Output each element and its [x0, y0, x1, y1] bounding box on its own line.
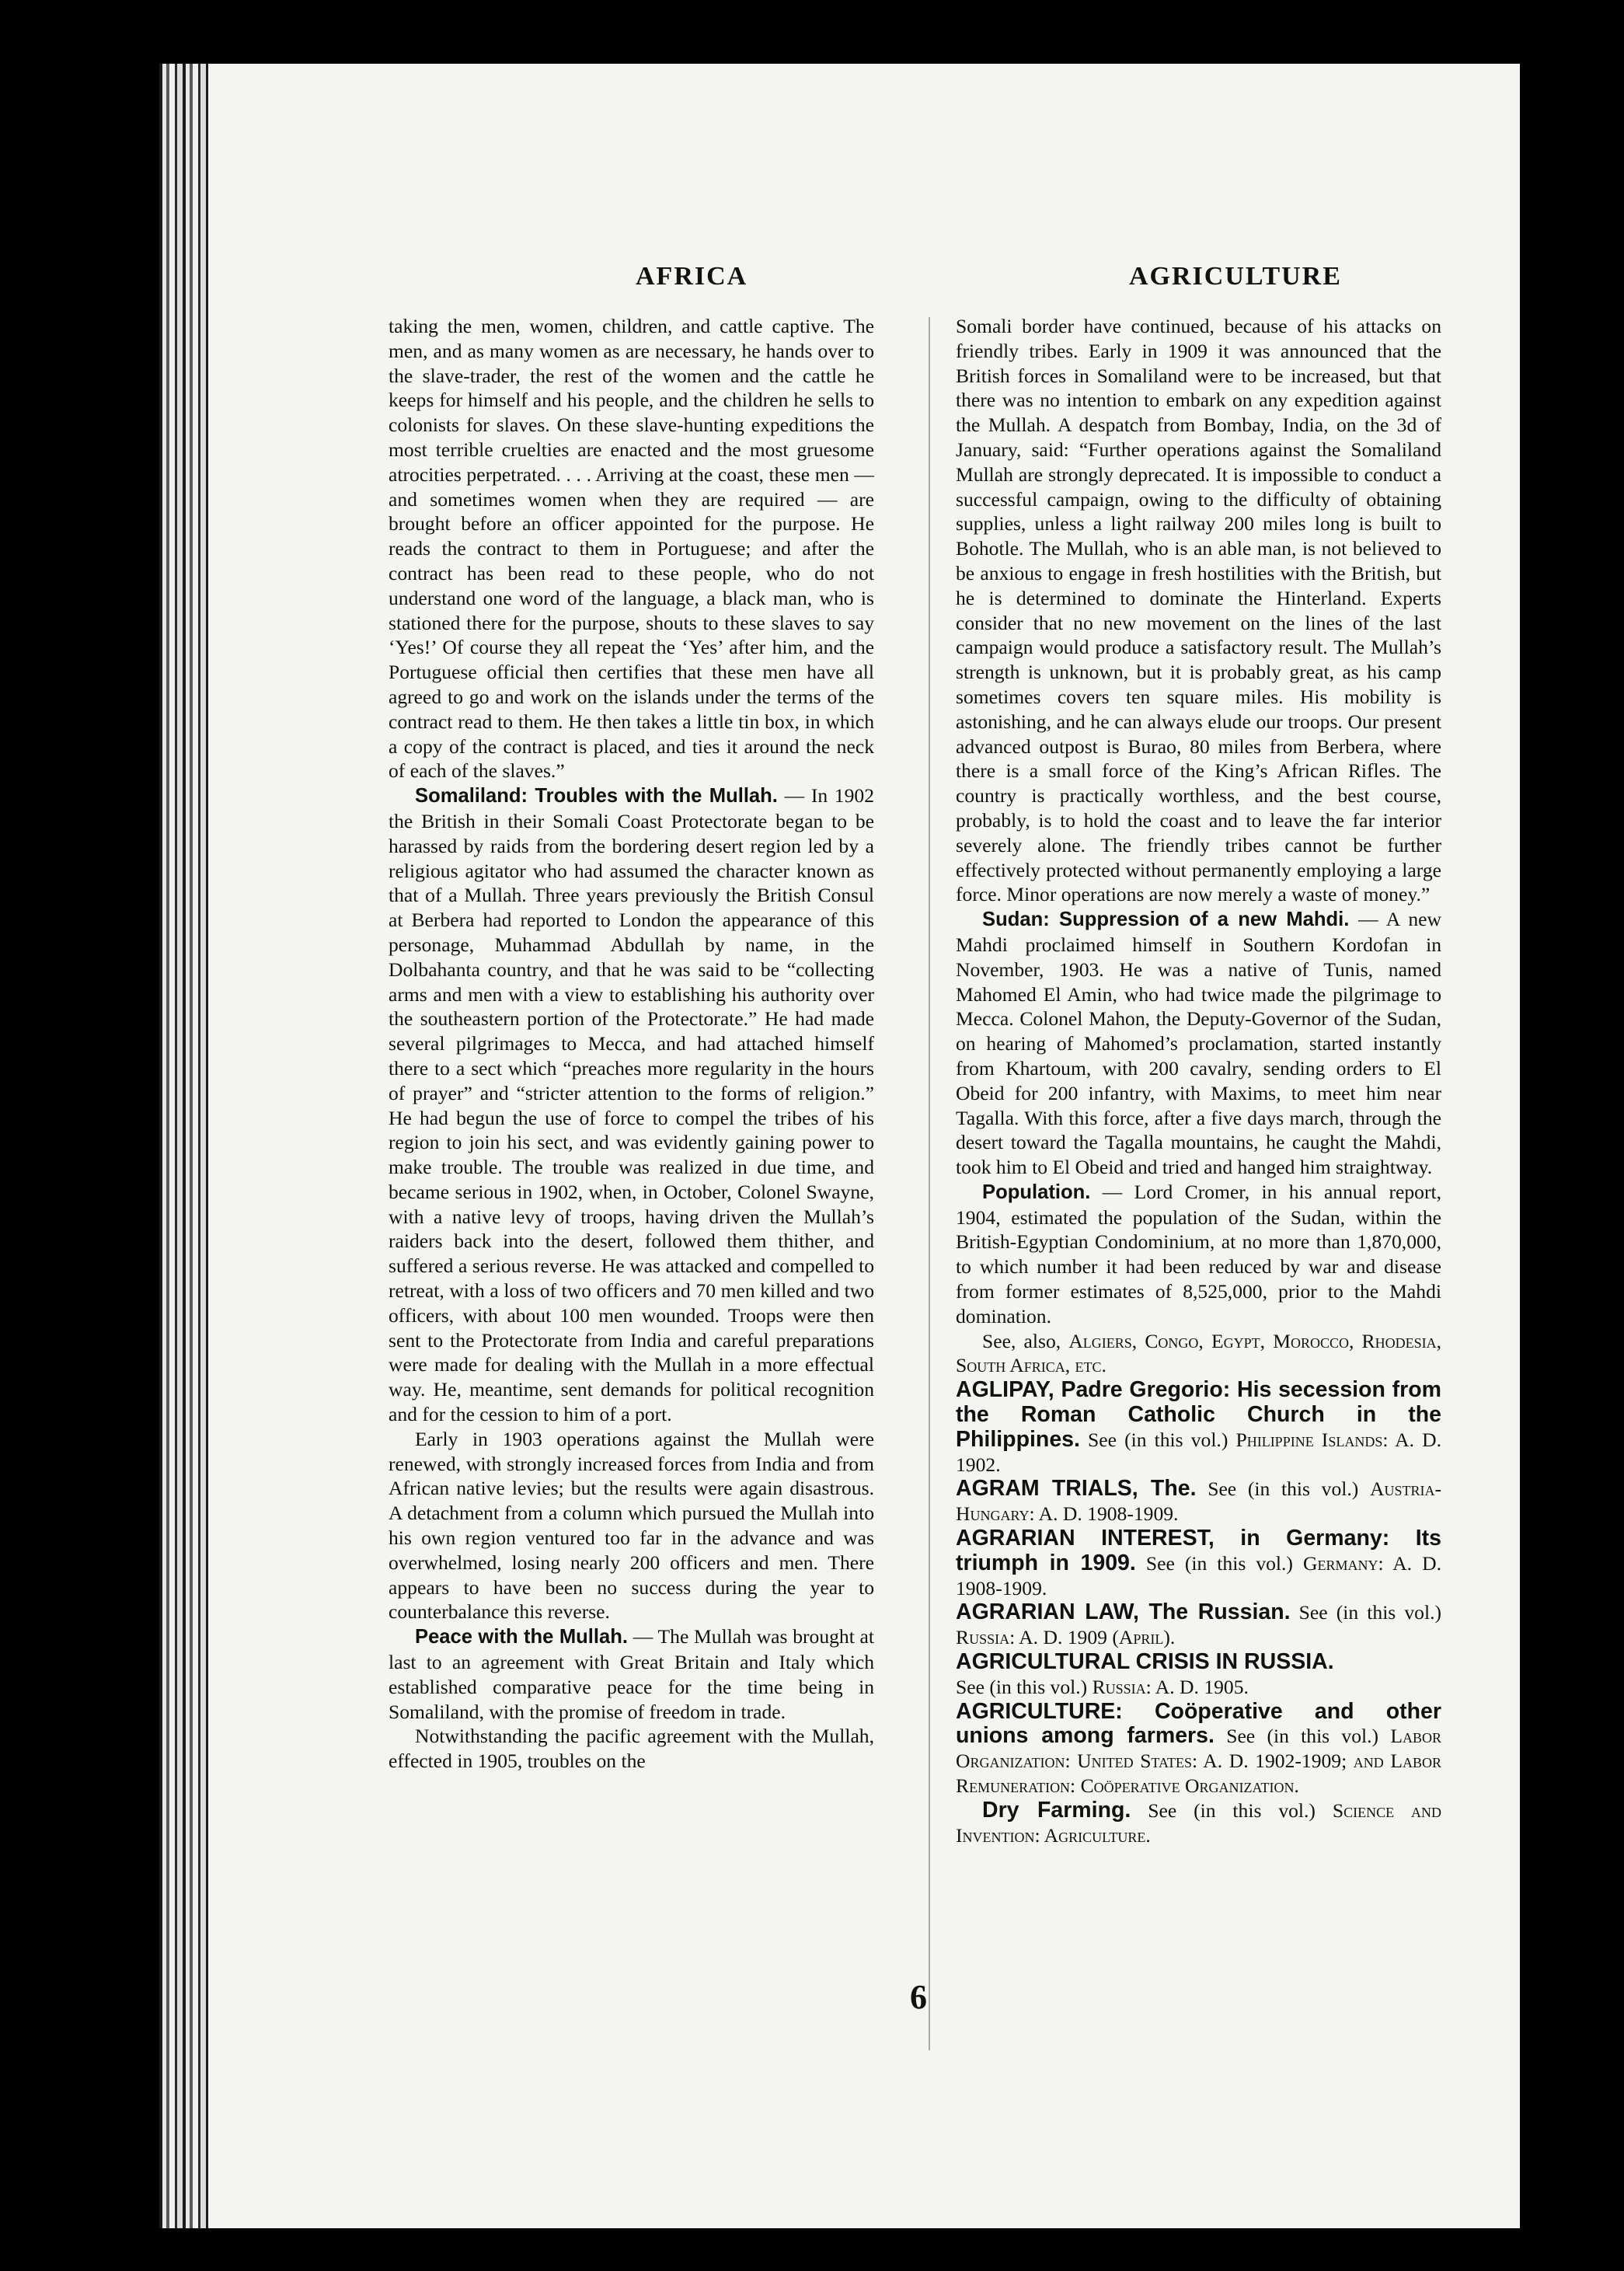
- paragraph-peace: [389, 1624, 874, 1724]
- section-body-sudan: — A new Mahdi proclaimed himself in Southern Kordofan in November, 1903. He was a native of Tunis, named Mahomed El Amin, who had twice made the pilgrimage to Mecca. Colonel Mahon, the Deputy-Governor of the Sudan, on hearing of Mahomed’s proclamation, started instantly from Khartoum, with 200 cavalry, sending orders to El Obeid for 200 infantry, with Maxims, to meet him near Tagalla. With this force, after a five days march, through the desert toward the Tagalla mountains, he caught the Mahdi, took him to El Obeid and tried and hanged him straightway.: [956, 908, 1441, 1179]
- entry-ref-aglipay: Philippine Islands: A. D. 1902.: [956, 1428, 1442, 1476]
- entry-see-agriculture: See (in this vol.): [1214, 1725, 1391, 1748]
- entry-ref-dry-farming: Science and Invention: Agriculture.: [956, 1798, 1442, 1847]
- paragraph-see-also: [956, 1329, 1441, 1379]
- entry-aglipay: [956, 1378, 1441, 1477]
- page-number: 6: [910, 1978, 927, 2016]
- running-header-left: AFRICA: [636, 262, 748, 291]
- entry-agram: [956, 1477, 1441, 1526]
- entry-heading-agrarian-law: AGRARIAN LAW, The Russian.: [956, 1599, 1291, 1625]
- section-heading-peace: Peace with the Mullah.: [415, 1626, 628, 1648]
- left-column: [389, 314, 874, 1774]
- entry-ref-agrarian-interest: Germany: A. D. 1908-1909.: [956, 1551, 1441, 1599]
- paragraph-population: [956, 1180, 1441, 1329]
- entry-ref-agram: Austria-Hungary: A. D. 1908-1909.: [956, 1477, 1442, 1526]
- entry-ref-agricultural-crisis: Russia: A. D. 1905.: [1092, 1675, 1249, 1698]
- entry-heading-dry-farming: Dry Farming.: [982, 1797, 1131, 1823]
- entry-heading-agricultural-crisis: AGRICULTURAL CRISIS IN RUSSIA.: [956, 1649, 1334, 1675]
- section-body-somaliland: — In 1902 the British in their Somali Coast Protectorate began to be harassed by raids from the bordering desert region led by a religious agitator who had assumed the character known as that of a Mullah. Three years previously the British Consul at Berbera had reported to London the appearance of this personage, Muhammad Abdullah by name, in the Dolbahanta country, and that he was said to be “collecting arms and men with a view to establishing his authority over the southeastern portion of the Protectorate.” He had made several pilgrimages to Mecca, and had attached himself there to a sect which “preaches more regularity in the hours of prayer” and “stricter attention to the forms of religion.” He had begun the use of force to compel the tribes of his region to join his sect, and was evidently gaining power to make trouble. The trouble was realized in due time, and became serious in 1902, when, in October, Colonel Swayne, with a native levy of troops, having driven the Mullah’s raiders back into the desert, followed them thither, and suffered a serious reverse. He was attacked and compelled to retreat, with a loss of two officers and 70 men killed and two officers, with about 100 men wounded. Troops were then sent to the Protectorate from India and careful preparations were made for dealing with the Mullah in a more effectual way. He, meantime, sent demands for political recognition and for the cession to him of a port.: [389, 784, 874, 1426]
- entry-agrarian-law: [956, 1600, 1441, 1650]
- book-binding-edge: [159, 64, 214, 2228]
- entry-ref-agriculture: Labor Organization: United States: A. D. 1902-1909; and Labor Remuneration: Coöperative Organization.: [956, 1725, 1441, 1798]
- section-heading-population: Population.: [982, 1181, 1091, 1203]
- section-body-population: — Lord Cromer, in his annual report, 1904, estimated the population of the Sudan, within the British-Egyptian Condominium, at no more than 1,870,000, to which number it had been reduced by war and disease from former estimates of 8,525,000, prior to the Mahdi domination.: [956, 1180, 1441, 1327]
- entry-agriculture: [956, 1700, 1441, 1798]
- paragraph-slave-trade: taking the men, women, children, and cattle captive. The men, and as many women as are necessary, he hands over to the slave-trader, the rest of the women and the cattle he keeps for himself and his people, and the children he sells to colonists for slaves. On these slave-hunting expeditions the most terrible cruelties are enacted and the most gruesome atrocities perpetrated. . . . Arriving at the coast, these men — and sometimes women when they are required — are brought before an officer appointed for the purpose. He reads the contract to them in Portuguese; and after the contract has been read to these people, who do not understand one word of the language, a black man, who is stationed there for the purpose, shouts to these slaves to say ‘Yes!’ Of course they all repeat the ‘Yes’ after him, and the Portuguese official then certifies that these men have all agreed to go and work on the islands under the terms of the contract read to them. He then takes a little tin box, in which a copy of the contract is placed, and ties it around the neck of each of the slaves.”: [389, 315, 874, 783]
- paragraph-sudan: [956, 907, 1441, 1180]
- see-also-references: Algiers, Congo, Egypt, Morocco, Rhodesia, South Africa, etc.: [956, 1329, 1441, 1377]
- paragraph-1903-operations: Early in 1903 operations against the Mullah were renewed, with strongly increased forces from India and from African native levies; but the results were again disastrous. A detachment from a column which pursued the Mullah into his own region ventured too far in the advance and was overwhelmed, losing nearly 200 officers and men. There appears to have been no success during the year to counterbalance this reverse.: [389, 1427, 874, 1624]
- entry-heading-agram: AGRAM TRIALS, The.: [956, 1476, 1197, 1502]
- running-header-right: AGRICULTURE: [1129, 262, 1342, 291]
- entry-see-agricultural-crisis: See (in this vol.): [956, 1675, 1093, 1698]
- entry-agrarian-interest: [956, 1526, 1441, 1600]
- section-heading-somaliland: Somaliland: Troubles with the Mullah.: [415, 785, 778, 808]
- book-page: [208, 64, 1520, 2228]
- entry-see-agrarian-law: See (in this vol.): [1290, 1601, 1441, 1624]
- section-body-peace: — The Mullah was brought at last to an agreement with Great Britain and Italy which established comparative peace for the time being in Somaliland, with the promise of freedom in trade.: [389, 1625, 875, 1723]
- entry-agricultural-crisis: [956, 1650, 1441, 1700]
- entry-heading-aglipay: AGLIPAY, Padre Gregorio: His secession from the Roman Catholic Church in the Philippines.: [956, 1377, 1441, 1452]
- entry-see-aglipay: See (in this vol.): [1079, 1428, 1236, 1451]
- paragraph-notwithstanding: Notwithstanding the pacific agreement with the Mullah, effected in 1905, troubles on the: [389, 1725, 874, 1773]
- entry-dry-farming: [956, 1798, 1441, 1848]
- see-also-label: See, also,: [982, 1329, 1069, 1352]
- paragraph-somaliland: [389, 783, 874, 1427]
- section-heading-sudan: Sudan: Suppression of a new Mahdi.: [982, 909, 1350, 931]
- entry-see-agram: See (in this vol.): [1196, 1477, 1370, 1501]
- entry-heading-agrarian-interest: AGRARIAN INTEREST, in Germany: Its triumph in 1909.: [956, 1526, 1441, 1575]
- right-column: [956, 314, 1441, 1847]
- entry-ref-agrarian-law: Russia: A. D. 1909 (April).: [956, 1626, 1176, 1649]
- column-divider: [929, 317, 930, 2050]
- entry-heading-agriculture: AGRICULTURE: Coöperative and other unions among farmers.: [956, 1698, 1441, 1749]
- entry-see-agrarian-interest: See (in this vol.): [1135, 1551, 1303, 1575]
- entry-see-dry-farming: See (in this vol.): [1131, 1798, 1333, 1822]
- paragraph-somali-border: Somali border have continued, because of his attacks on friendly tribes. Early in 1909 it was announced that the British forces in Somaliland were to be increased, but that there was no intention to embark on any expedition against the Mullah. A despatch from Bombay, India, on the 3d of January, said: “Further operations against the Somaliland Mullah are strongly deprecated. It is impossible to conduct a successful campaign, owing to the difficulty of obtaining supplies, unless a light railway 200 miles long is built to Bohotle. The Mullah, who is an able man, is not believed to be anxious to engage in fresh hostilities with the British, but he is determined to dominate the Hinterland. Experts consider that no new movement on the lines of the last campaign would produce a satisfactory result. The Mullah’s strength is unknown, but it is probably great, as his camp sometimes covers ten square miles. His mobility is astonishing, and he can always elude our troops. Our present advanced outpost is Burao, 80 miles from Berbera, where there is a small force of the King’s African Rifles. The country is practically worthless, and the best course, probably, is to hold the coast and to leave the far interior severely alone. The friendly tribes cannot be further effectively protected without permanently employing a large force. Minor operations are now merely a waste of money.”: [956, 315, 1441, 906]
